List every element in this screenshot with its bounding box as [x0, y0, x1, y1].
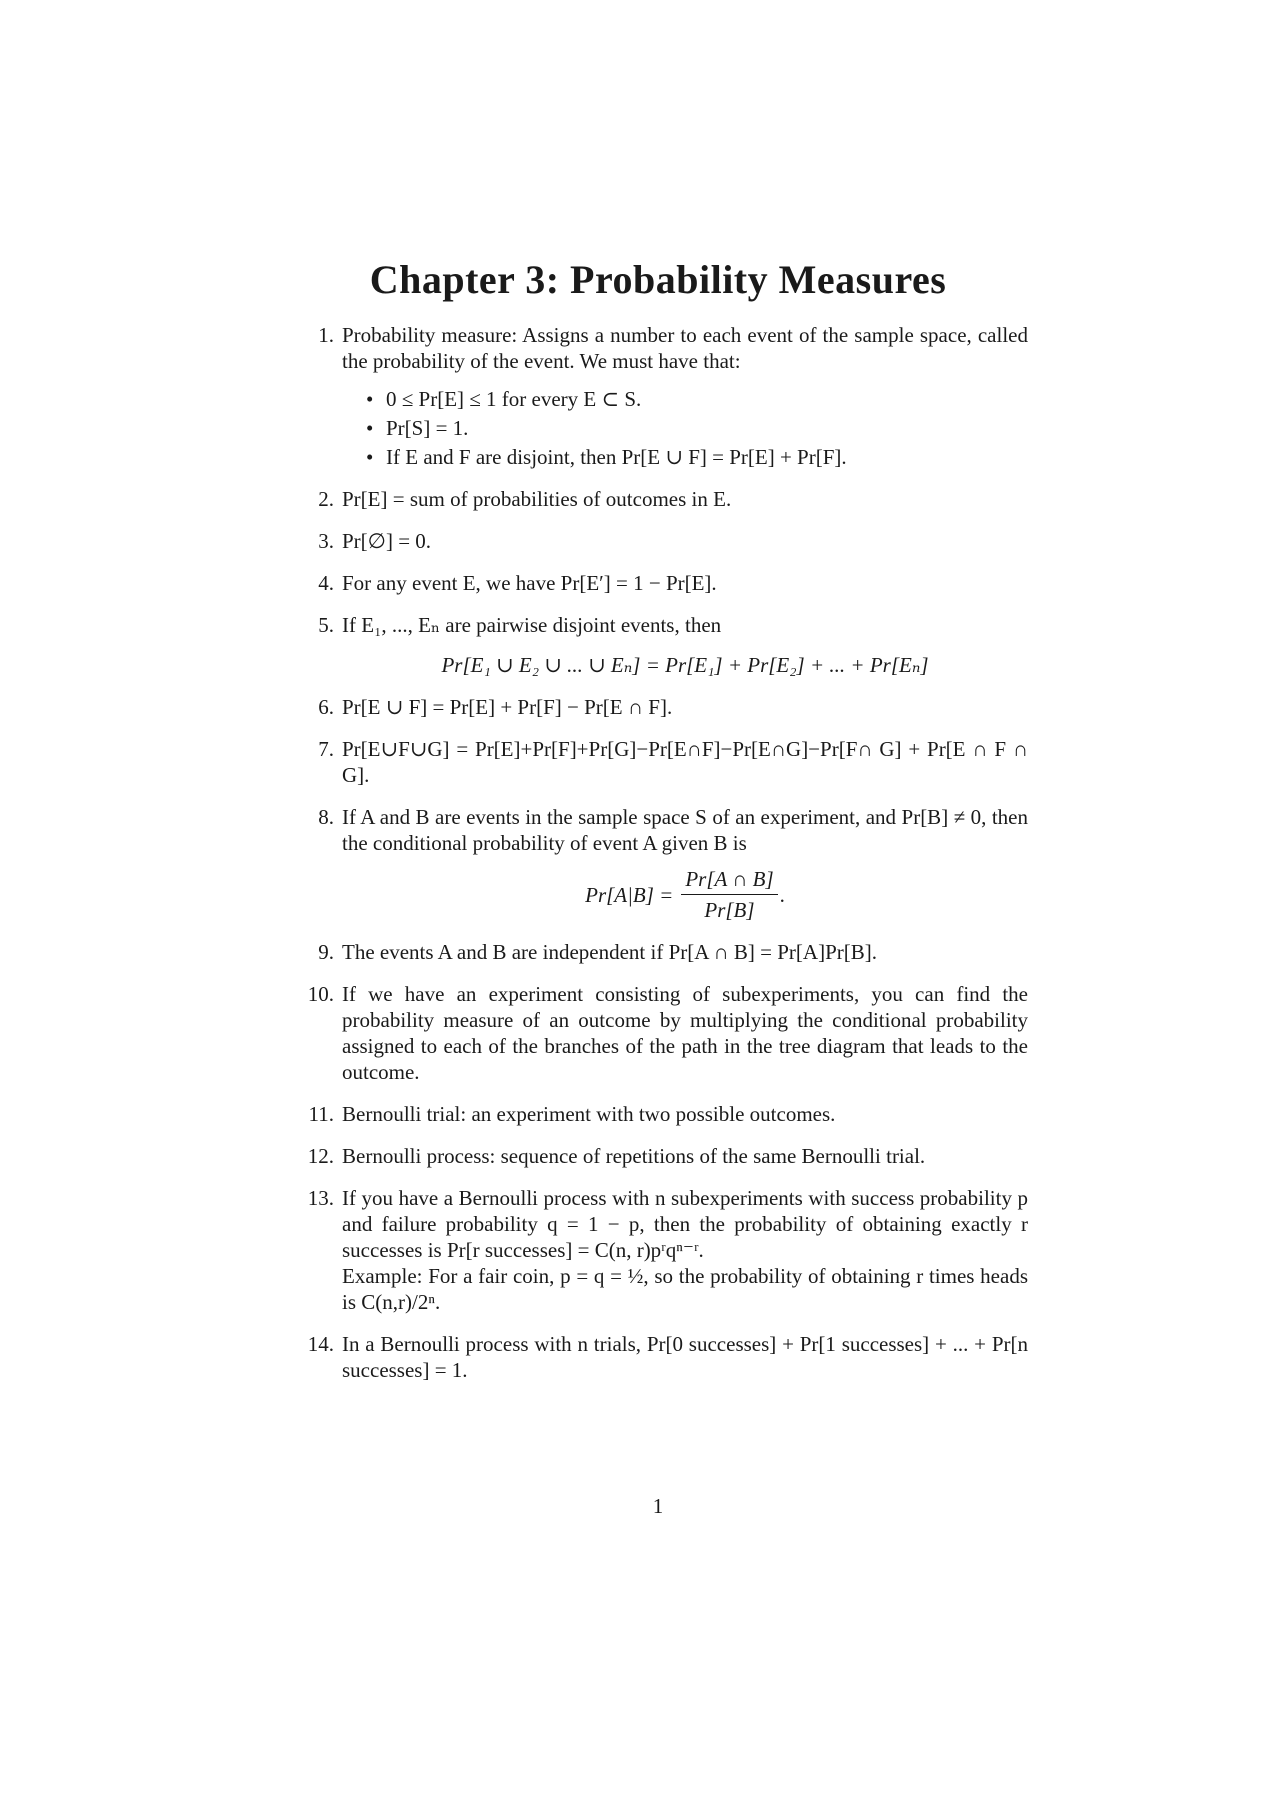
item-number: 9.	[318, 940, 334, 964]
item-number: 1.	[318, 323, 334, 347]
bullet-item	[342, 444, 1028, 470]
item-number: 5.	[318, 613, 334, 637]
item-text: Pr[E] = sum of probabilities of outcomes in E.	[342, 487, 732, 511]
item-text: Bernoulli trial: an experiment with two possible outcomes.	[342, 1102, 836, 1126]
formula-lhs: Pr[A|B] =	[585, 882, 674, 907]
bullet-text: 0 ≤ Pr[E] ≤ 1 for every E ⊂ S.	[386, 387, 642, 411]
list-item	[318, 322, 1028, 470]
item-number: 4.	[318, 571, 334, 595]
item-text: For any event E, we have Pr[E′] = 1 − Pr[E].	[342, 571, 717, 595]
fraction-denominator: Pr[B]	[704, 898, 755, 922]
item-text: If A and B are events in the sample space S of an experiment, and Pr[B] ≠ 0, then the conditional probability of event A given B is	[342, 805, 1028, 855]
item-text: The events A and B are independent if Pr[A ∩ B] = Pr[A]Pr[B].	[342, 940, 877, 964]
formula-period: .	[779, 882, 785, 907]
list-item	[318, 939, 1028, 965]
conditional-probability-formula	[342, 866, 1028, 923]
bullet-item	[342, 386, 1028, 412]
bullet-list	[342, 386, 1028, 470]
numbered-list	[307, 322, 1028, 1399]
item-text: Probability measure: Assigns a number to each event of the sample space, called the probability of the event. We must have that:	[342, 323, 1028, 373]
item-number: 2.	[318, 487, 334, 511]
list-item	[318, 570, 1028, 596]
page-number: 1	[652, 1494, 664, 1518]
item-text: Pr[∅] = 0.	[342, 529, 432, 553]
item-number: 10.	[307, 982, 334, 1006]
item-text: If we have an experiment consisting of subexperiments, you can find the probability measure of an outcome by multiplying the conditional probability assigned to each of the branches of the path in the tree diagram that leads to the outcome.	[342, 982, 1028, 1084]
fraction-numerator: Pr[A ∩ B]	[681, 866, 777, 895]
bullet-text: If E and F are disjoint, then Pr[E ∪ F] = Pr[E] + Pr[F].	[386, 445, 847, 469]
item-text: If E₁, ..., Eₙ are pairwise disjoint events, then	[342, 613, 722, 637]
item-number: 11.	[308, 1102, 334, 1126]
fraction	[681, 866, 777, 923]
item-text: In a Bernoulli process with n trials, Pr[0 successes] + Pr[1 successes] + ... + Pr[n successes] = 1.	[342, 1332, 1028, 1382]
list-item	[307, 1331, 1028, 1383]
list-item	[318, 694, 1028, 720]
bullet-icon: •	[366, 445, 374, 469]
item-number: 13.	[307, 1186, 334, 1210]
list-item	[318, 804, 1028, 923]
page-title: Chapter 3: Probability Measures	[369, 257, 947, 302]
item-number: 14.	[307, 1332, 334, 1356]
list-item	[307, 1143, 1028, 1169]
display-equation: Pr[E₁ ∪ E₂ ∪ ... ∪ Eₙ] = Pr[E₁] + Pr[E₂] + ... + Pr[Eₙ]	[441, 653, 929, 677]
list-item	[307, 1185, 1028, 1315]
item-text: Pr[E∪F∪G] = Pr[E]+Pr[F]+Pr[G]−Pr[E∩F]−Pr[E∩G]−Pr[F∩ G] + Pr[E ∩ F ∩ G].	[342, 737, 1028, 787]
bullet-icon: •	[366, 387, 374, 411]
list-item	[307, 981, 1028, 1085]
item-text: Bernoulli process: sequence of repetitions of the same Bernoulli trial.	[342, 1144, 926, 1168]
example-text: Example: For a fair coin, p = q = ½, so the probability of obtaining r times heads is C(n,r)/2ⁿ.	[342, 1264, 1028, 1314]
bullet-item	[342, 415, 1028, 441]
list-item	[318, 736, 1028, 788]
list-item	[318, 486, 1028, 512]
item-text: Pr[E ∪ F] = Pr[E] + Pr[F] − Pr[E ∩ F].	[342, 695, 673, 719]
bullet-text: Pr[S] = 1.	[386, 416, 469, 440]
list-item	[318, 612, 1028, 678]
list-item	[318, 528, 1028, 554]
item-number: 7.	[318, 737, 334, 761]
item-number: 6.	[318, 695, 334, 719]
list-item	[308, 1101, 1028, 1127]
item-number: 3.	[318, 529, 334, 553]
item-number: 12.	[307, 1144, 334, 1168]
item-number: 8.	[318, 805, 334, 829]
item-text: If you have a Bernoulli process with n subexperiments with success probability p and failure probability q = 1 − p, then the probability of obtaining exactly r successes is Pr[r successes] = C(n, r)pʳqⁿ⁻ʳ.	[342, 1186, 1028, 1262]
bullet-icon: •	[366, 416, 374, 440]
